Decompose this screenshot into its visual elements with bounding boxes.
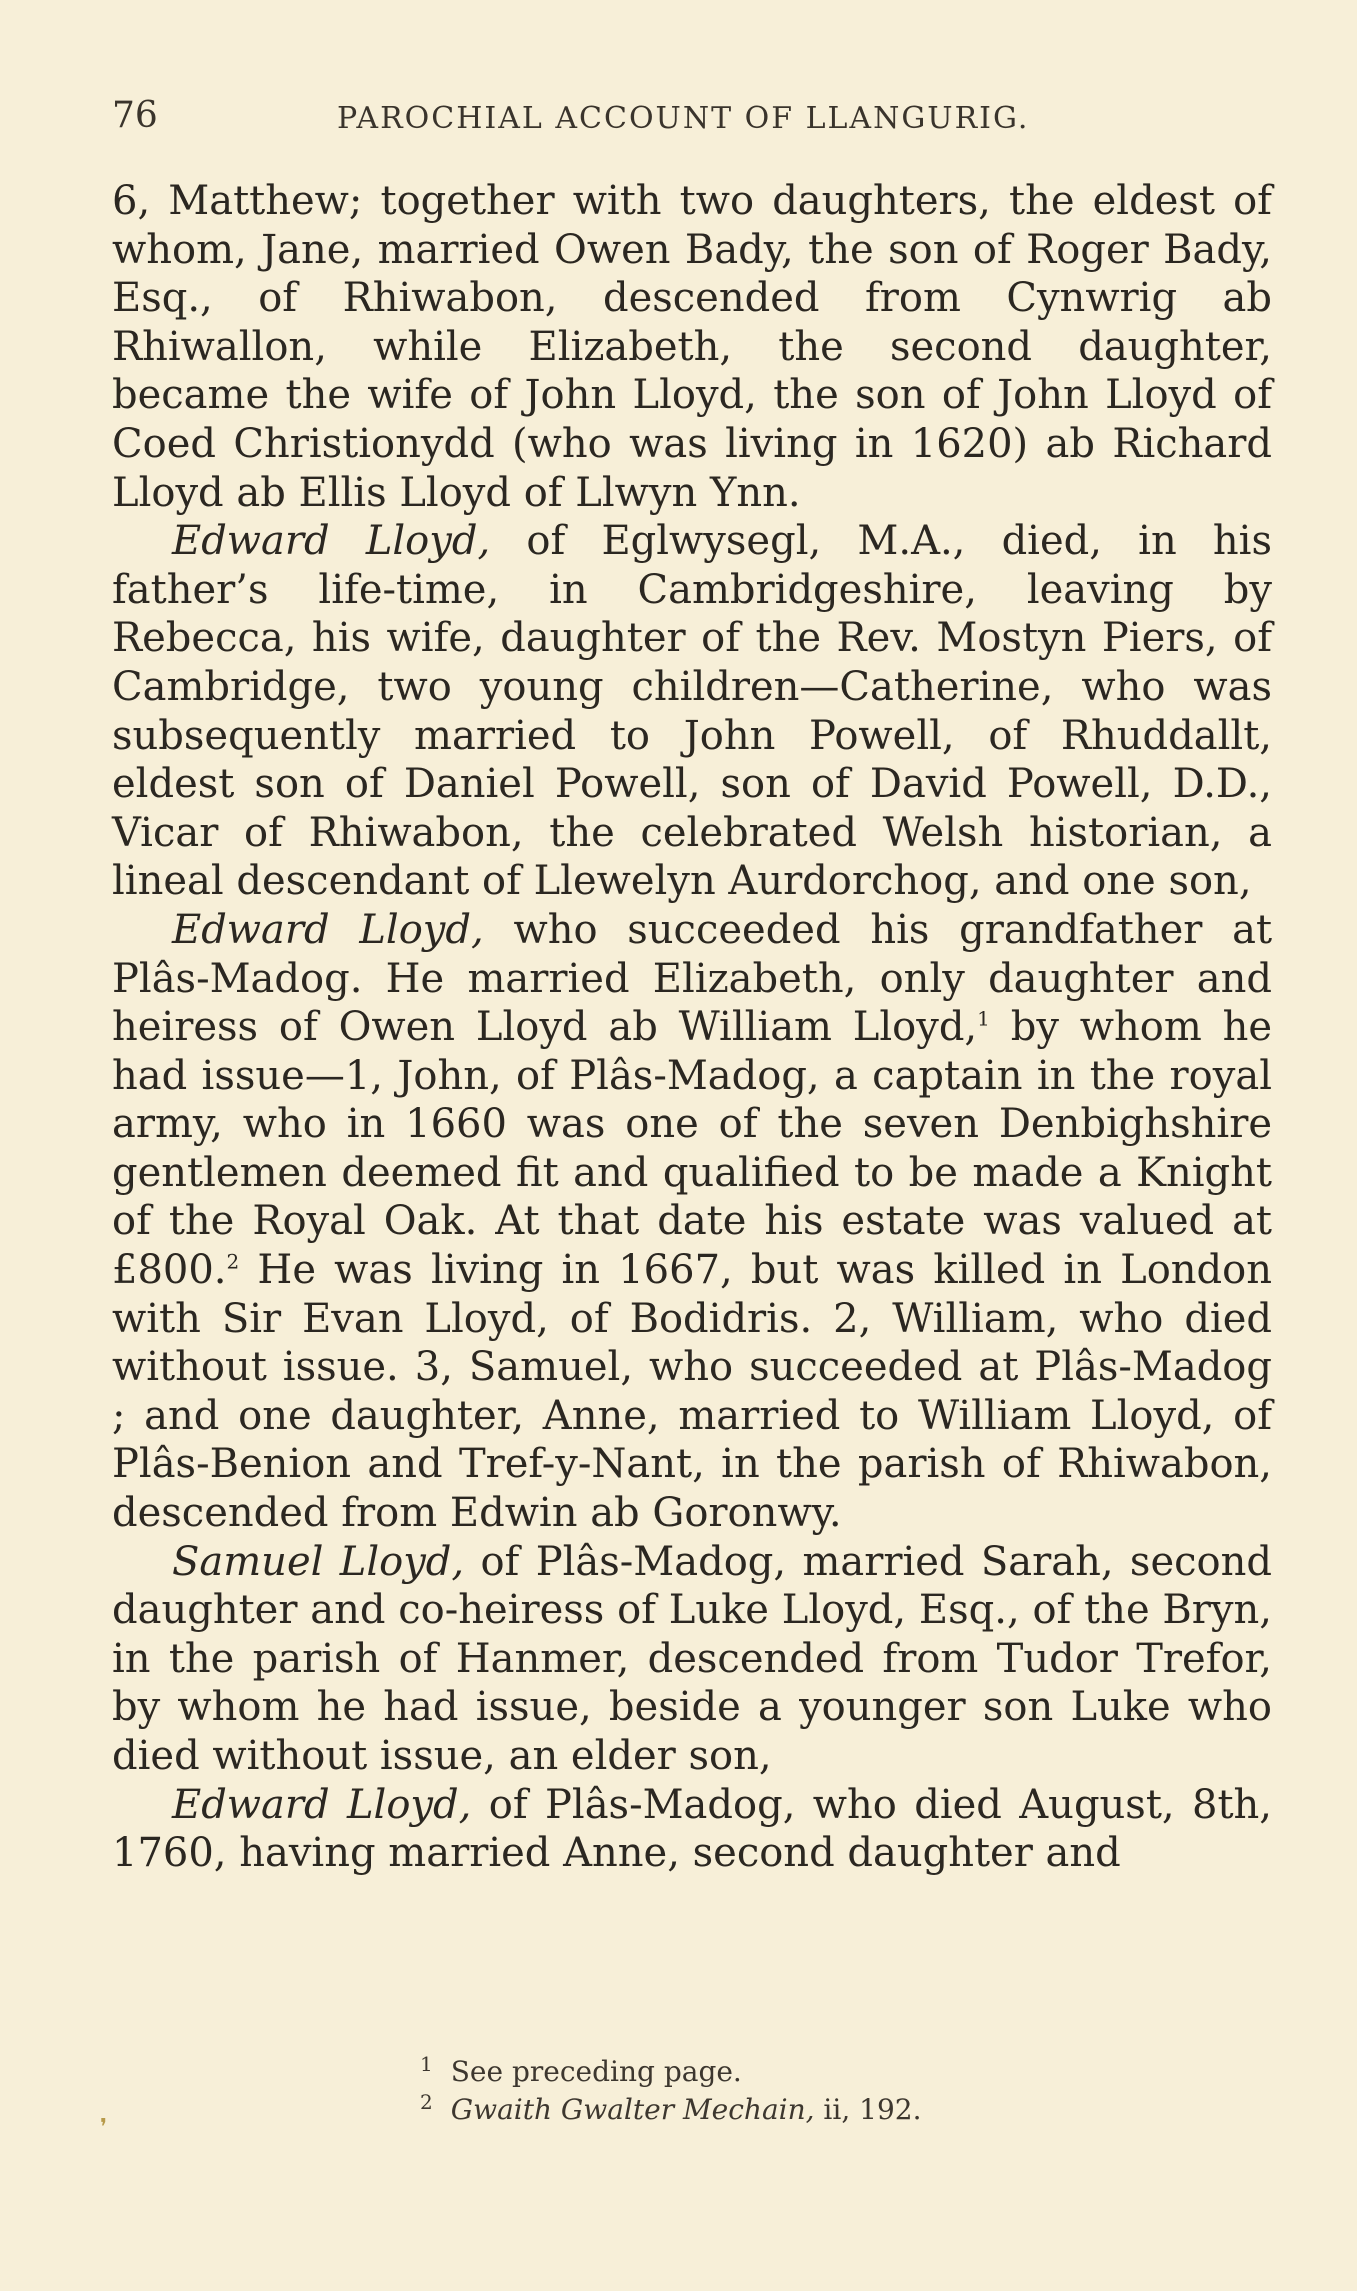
person-name: Edward Lloyd, [172,906,484,953]
paragraph-text: He was living in 1667, but was killed in London with Sir Evan Lloyd, of Bodidris. 2, William, who died without issue. 3, Samuel, who succeeded at Plâs-Madog ; and one daughter, Anne, married to William Lloyd, of Plâs-Benion and Tref-y-Nant, in the parish of Rhiwabon, descended from Edwin ab Goronwy. [112,1247,1272,1537]
paragraph [112,517,1272,906]
person-name: Edward Lloyd, [172,518,491,565]
person-name: Edward Lloyd, [172,1781,472,1828]
paragraph-text: who succeeded his grandfather at Plâs-Madog. He married Elizabeth, only daughter and heiress of Owen Lloyd ab William Lloyd, [112,906,1273,1051]
footnote-mark: 1 [420,2051,433,2076]
paragraph-text: of Eglwysegl, M.A., died, in his father’s life-time, in Cambridgeshire, leaving by Rebecca, his wife, daughter of the Rev. Mostyn Piers, of Cambridge, two young children—Catherine, who was subsequently married to John Powell, of Rhuddallt, eldest son of Daniel Powell, son of David Powell, D.D., Vicar of Rhiwabon, the celebrated Welsh historian, a lineal descendant of Llewelyn Aurdorchog, and one son, [112,518,1273,905]
paragraph [112,906,1272,1538]
footnote-text: ii, 192. [814,2093,922,2126]
paragraph [112,1781,1272,1878]
running-header [112,95,1272,139]
ink-stain: ❜ [100,2115,108,2140]
footnote-mark: 2 [420,2089,433,2114]
footnote-source-title: Gwaith Gwalter Mechain, [450,2093,815,2126]
footnote [112,2091,1272,2129]
page [112,95,1273,2126]
paragraph-text: of Plâs-Madog, who died August, 8th, 1760, having married Anne, second daughter and [112,1781,1272,1877]
footnote [112,2053,1272,2091]
footnote-text: See preceding page. [450,2055,742,2088]
paragraph-text: by whom he had issue—1, John, of Plâs-Madog, a captain in the royal army, who in 1660 was one of the seven Denbighshire gentlemen deemed fit and qualified to be made a Knight of the Royal Oak. At that date his estate was valued at £800. [112,1004,1272,1294]
footnotes [112,2053,1272,2129]
person-name: Samuel Lloyd, [172,1538,465,1585]
paragraph-text: of Plâs-Madog, married Sarah, second daughter and co-heiress of Luke Lloyd, Esq., of the Bryn, in the parish of Hanmer, descended from Tudor Trefor, by whom he had issue, beside a younger son Luke who died without issue, an elder son, [112,1538,1272,1779]
running-title: PAROCHIAL ACCOUNT OF LLANGURIG. [337,101,1030,136]
footnote-ref: 1 [977,1006,990,1031]
page-number: 76 [112,95,158,136]
paragraph [112,177,1272,517]
footnote-ref: 2 [226,1249,240,1274]
paragraph-text: 6, Matthew; together with two daughters, the eldest of whom, Jane, married Owen Bady, the son of Roger Bady, Esq., of Rhiwabon, descended from Cynwrig ab Rhiwallon, while Elizabeth, the second daughter, became the wife of John Lloyd, the son of John Lloyd of Coed Christionydd (who was living in 1620) ab Richard Lloyd ab Ellis Lloyd of Llwyn Ynn. [112,178,1272,516]
paragraph [112,1538,1272,1781]
body-text [112,177,1272,1878]
